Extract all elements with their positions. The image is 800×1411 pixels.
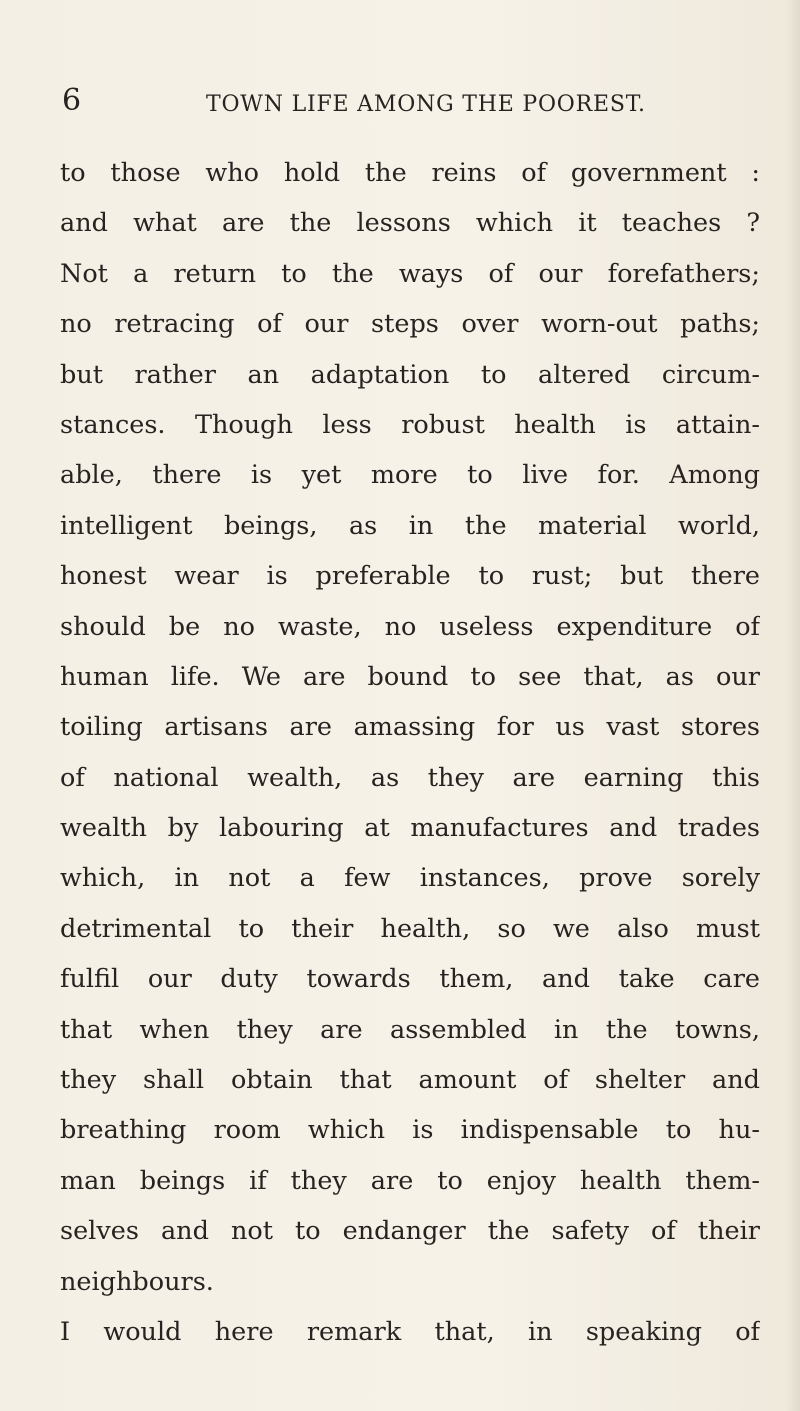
text-line: intelligent beings, as in the material world, (60, 510, 760, 541)
text-line: they shall obtain that amount of shelter and (60, 1065, 760, 1096)
text-line: selves and not to endanger the safety of their (60, 1216, 760, 1247)
text-line: to those who hold the reins of government : (60, 158, 760, 188)
text-line: should be no waste, no useless expenditure of (60, 611, 760, 642)
running-head: TOWN LIFE AMONG THE POOREST. (206, 92, 646, 117)
text-line: detrimental to their health, so we also must (60, 913, 760, 944)
text-line: able, there is yet more to live for. Among (60, 460, 760, 491)
text-line: Not a return to the ways of our forefathers; (60, 258, 760, 289)
text-line: man beings if they are to enjoy health them- (60, 1165, 760, 1196)
text-line: and what are the lessons which it teaches ? (60, 208, 760, 239)
text-line: I would here remark that, in speaking of (60, 1316, 760, 1347)
page-edge-shadow (786, 0, 800, 1411)
body-text (60, 148, 760, 1357)
text-line: human life. We are bound to see that, as our (60, 661, 760, 692)
text-line: toiling artisans are amassing for us vast stores (60, 712, 760, 743)
text-line: stances. Though less robust health is attain- (60, 409, 760, 440)
page-number: 6 (62, 83, 82, 118)
page-header (0, 84, 800, 124)
text-line: breathing room which is indispensable to hu- (60, 1115, 760, 1146)
text-line: honest wear is preferable to rust; but there (60, 561, 760, 592)
text-line: neighbours. (60, 1266, 214, 1297)
text-line: of national wealth, as they are earning this (60, 762, 760, 793)
text-line: no retracing of our steps over worn-out paths; (60, 309, 760, 340)
text-line: which, in not a few instances, prove sorely (60, 863, 760, 894)
text-line: that when they are assembled in the towns, (60, 1014, 760, 1045)
text-line: fulfil our duty towards them, and take care (60, 964, 760, 995)
text-line: but rather an adaptation to altered circum- (60, 359, 760, 390)
text-line: wealth by labouring at manufactures and trades (60, 813, 760, 844)
